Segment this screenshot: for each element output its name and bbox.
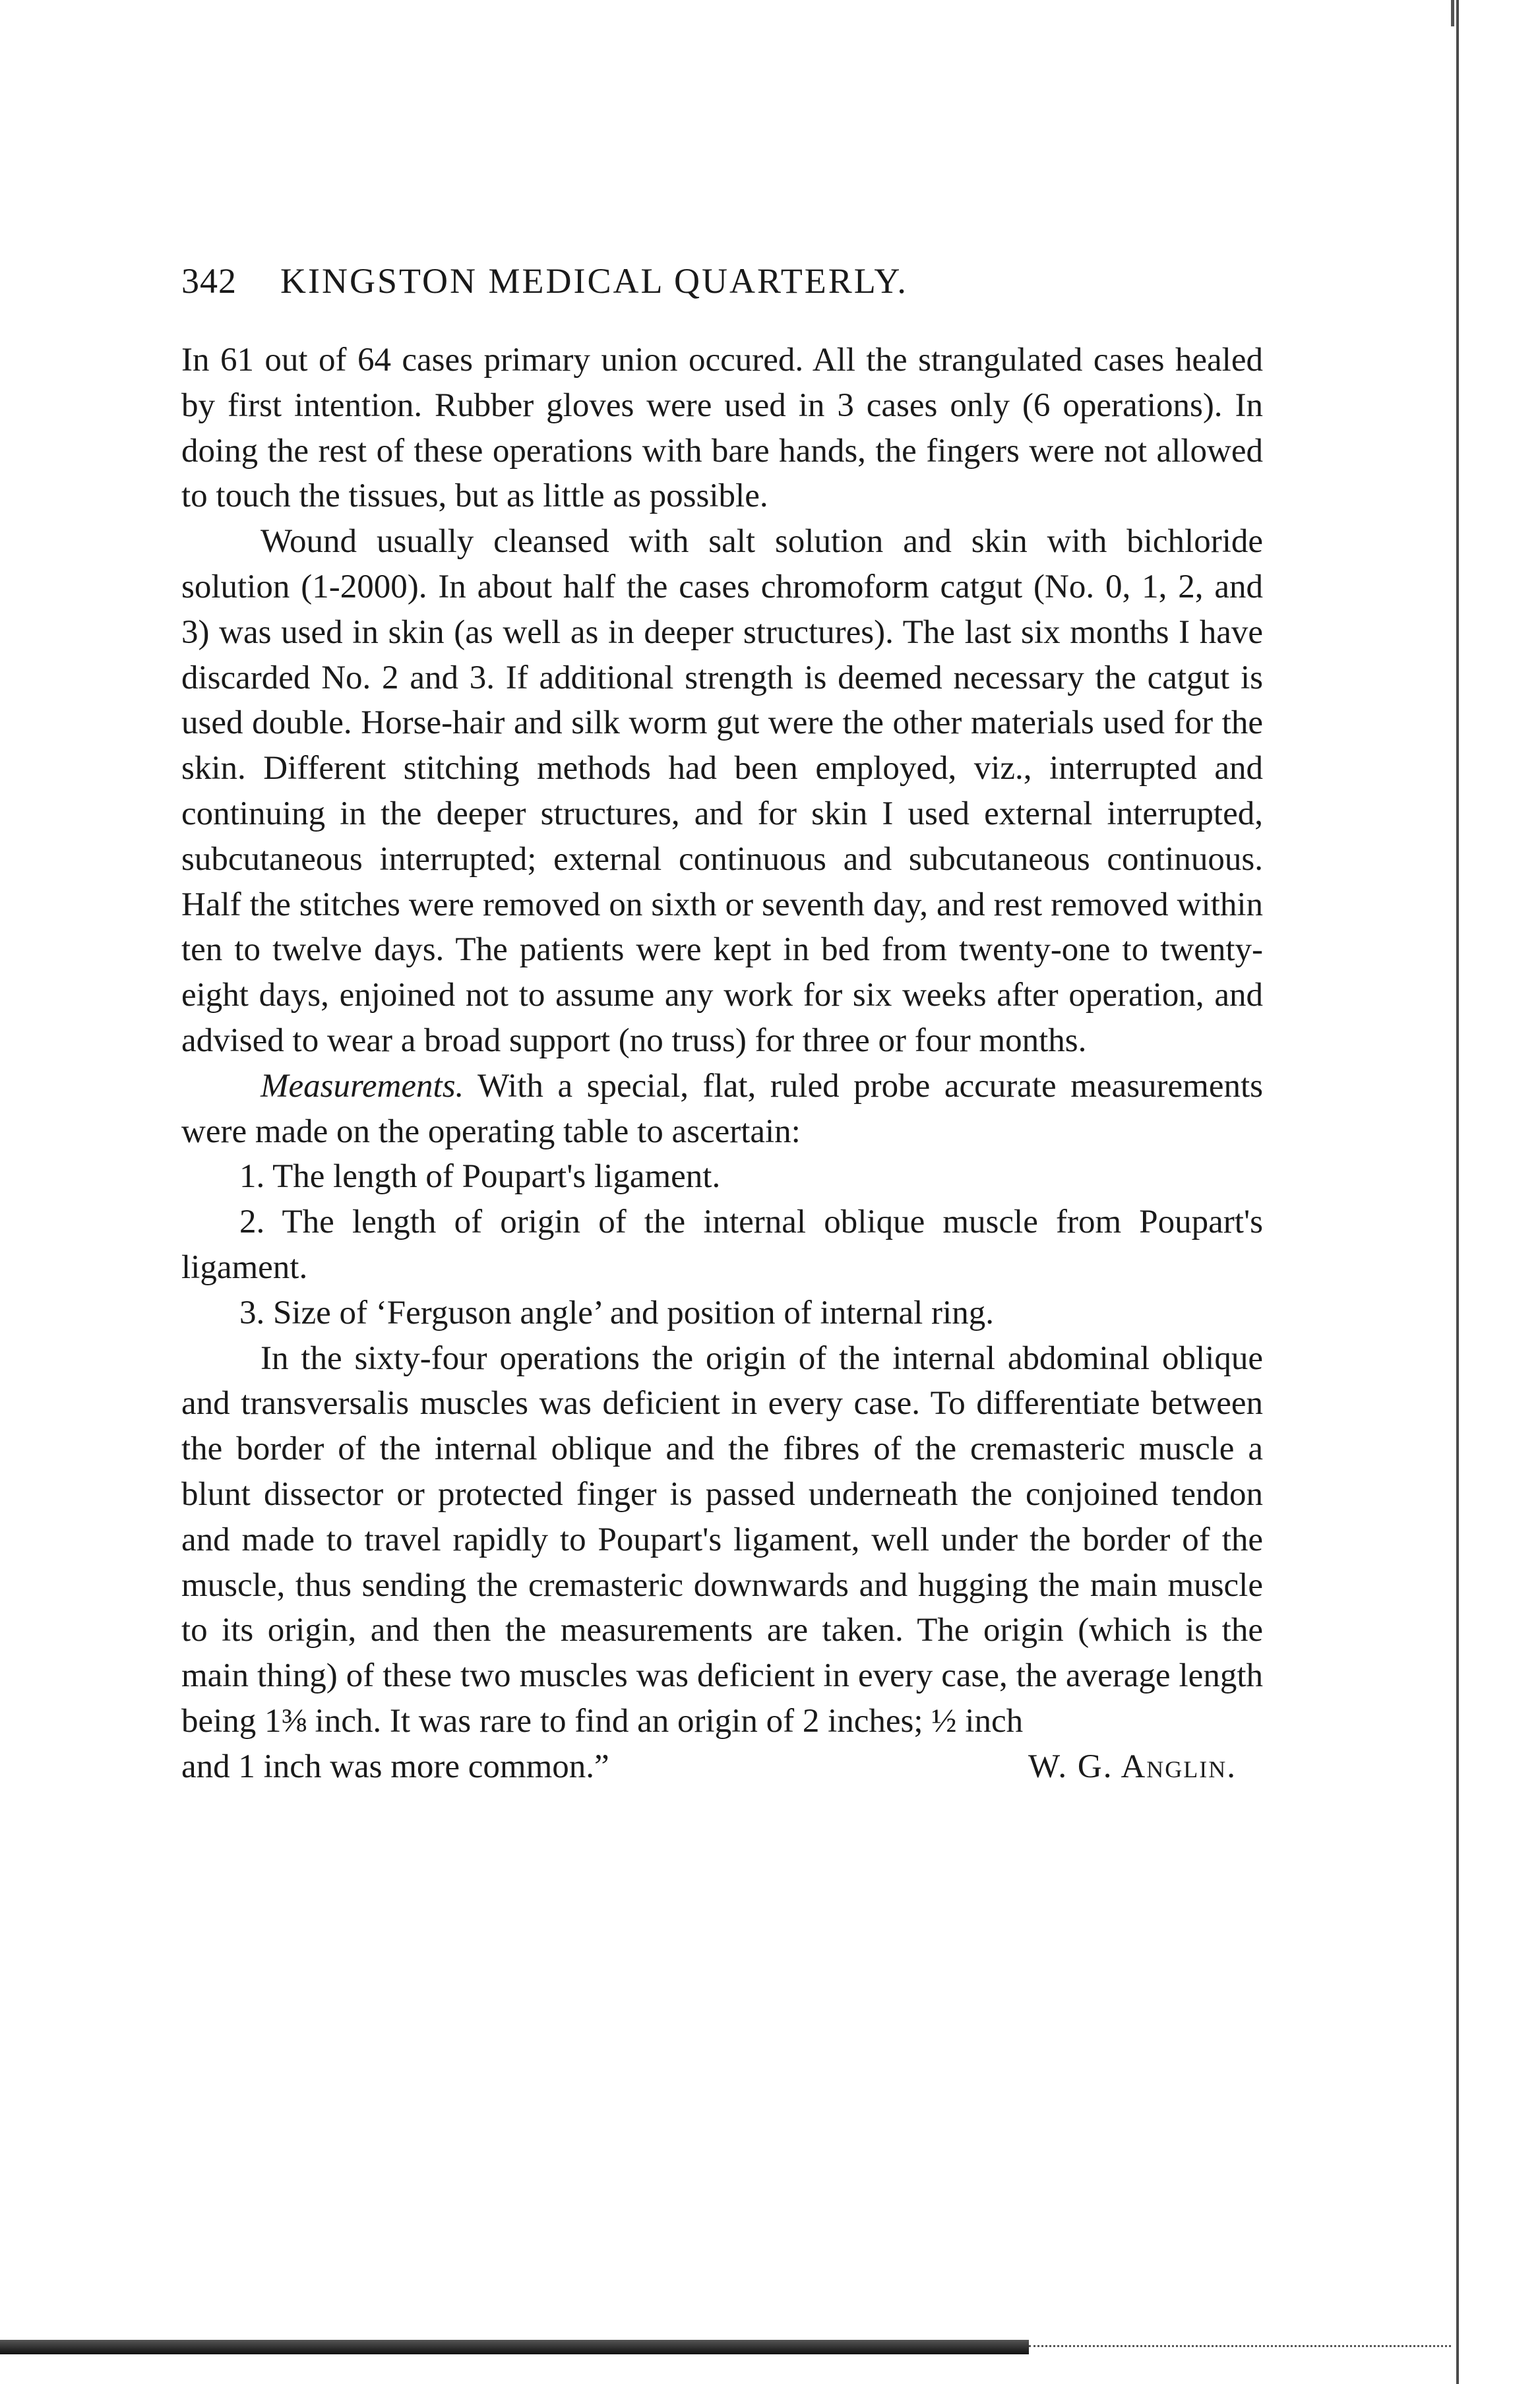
scan-bottom-dots	[1029, 2345, 1451, 2350]
author-signature: W. G. Anglin.	[1028, 1748, 1237, 1785]
closing-line	[181, 1744, 1237, 1790]
paragraph-measurements	[181, 1064, 1263, 1155]
scan-bottom-bar	[0, 2340, 1029, 2354]
list-item: 2. The length of origin of the internal oblique muscle from Poupart's ligament.	[181, 1204, 1263, 1286]
page-number: 342	[181, 261, 237, 301]
paragraph-findings: In the sixty-four operations the origin of the internal abdominal oblique and transversalis muscles was deficient in every case. To differentiate between the border of the internal oblique and the fibres of the cremasteric muscle a blunt dissector or protected finger is passed underneath the conjoined tendon and made to travel rapidly to Poupart's ligament, well under the border of the muscle, thus sending the cremasteric downwards and hugging the main muscle to its origin, and then the measurements are taken. The origin (which is the main thing) of these two muscles was deficient in every case, the average length being 1⅜ inch. It was rare to find an origin of 2 inches; ½ inch	[181, 1339, 1263, 1740]
paragraph-wound-care: Wound usually cleansed with salt solution and skin with bichloride solution (1-2000). In about half the cases chromoform catgut (No. 0, 1, 2, and 3) was used in skin (as well as in deeper structures). The last six months I have discarded No. 2 and 3. If additional strength is deemed necessary the catgut is used double. Horse-hair and silk worm gut were the other materials used for the skin. Different stitching methods had been employed, viz., interrupted and continuing in the deeper structures, and for skin I used external interrupted, subcutaneous interrupted; external continuous and subcutaneous continuous. Half the stitches were removed on sixth or seventh day, and rest removed within ten to twelve days. The patients were kept in bed from twenty-one to twenty-eight days, enjoined not to assume any work for six weeks after operation, and advised to wear a broad support (no truss) for three or four months.	[181, 523, 1263, 1059]
scan-edge-line	[1456, 0, 1459, 2384]
running-head: KINGSTON MEDICAL QUARTERLY.	[280, 261, 908, 301]
list-item: 1. The length of Poupart's ligament.	[239, 1158, 721, 1196]
scan-edge-mark	[1451, 0, 1454, 26]
list-item: 3. Size of ‘Ferguson angle’ and position of internal ring.	[239, 1294, 994, 1331]
closing-text: and 1 inch was more common.”	[181, 1748, 609, 1785]
article-body	[181, 338, 1263, 1790]
page-header	[181, 260, 1263, 313]
measurements-heading: Measurements.	[261, 1067, 464, 1105]
measurements-intro: With a special, flat, ruled probe accurate measurements were made on the operating table to ascertain:	[181, 1067, 1263, 1150]
paragraph-union-results: In 61 out of 64 cases primary union occured. All the strangulated cases healed by first intention. Rubber gloves were used in 3 cases only (6 operations). In doing the rest of these operations with bare hands, the fingers were not allowed to touch the tissues, but as little as possible.	[181, 342, 1263, 515]
